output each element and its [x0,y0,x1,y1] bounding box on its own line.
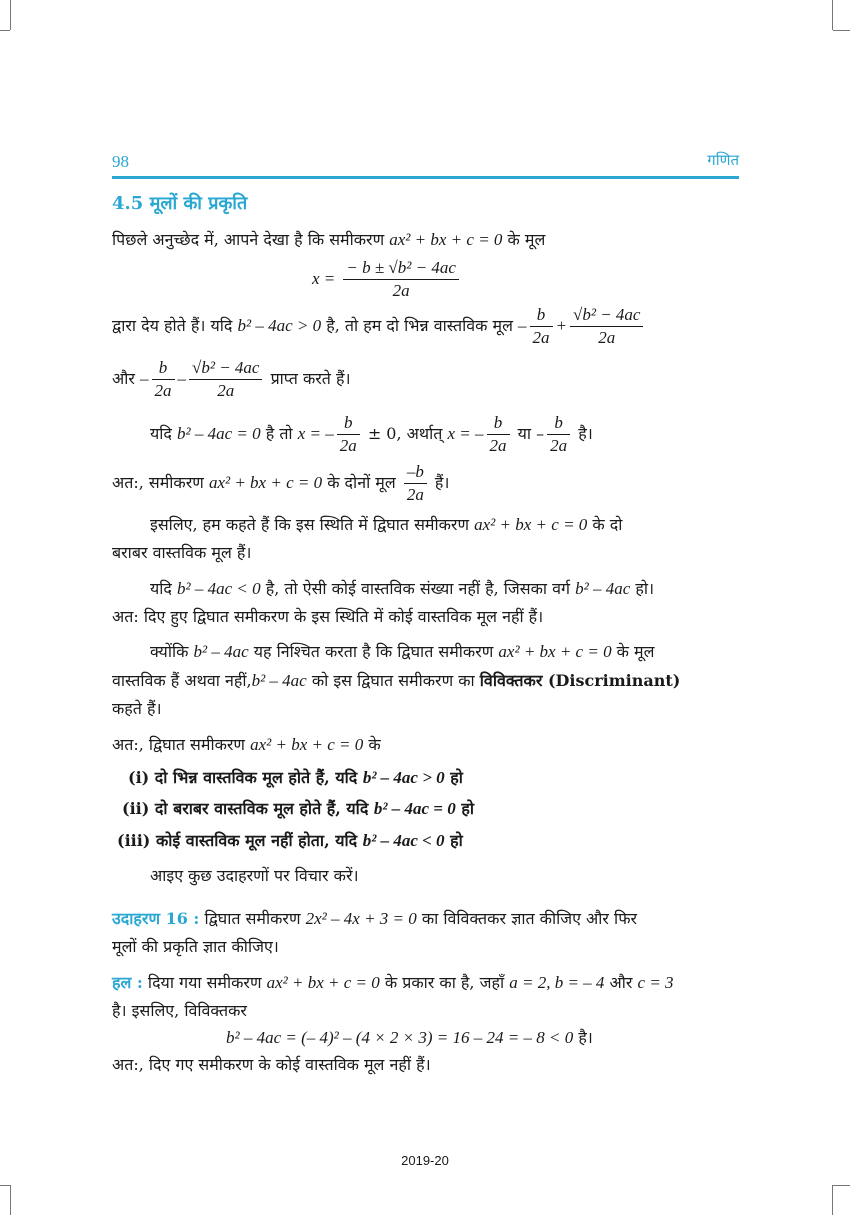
fraction [547,413,570,456]
section-heading: 4.5 मूलों की प्रकृति [112,193,248,214]
crop-mark-top-left-h [0,30,10,31]
fraction [189,358,262,401]
paragraph-second-root: और – $\frac{b}{2a}$ – $\frac{\text{√b² − 4ac}}{2a}$ प्राप्त करते हैं। [112,358,351,400]
paragraph-equal-roots [150,413,593,456]
paragraph-therefore-line2: बराबर वास्तविक मूल हैं। [112,543,252,562]
text: है, तो हम दो भिन्न वास्तविक मूल [326,316,513,335]
text: यदि [150,579,172,598]
math: x = – [297,424,334,443]
numerator: b [337,413,360,435]
text: अत:, द्विघात समीकरण [112,735,245,754]
expression: b² – 4ac [251,671,307,690]
case-item [128,766,463,788]
condition: b² – 4ac < 0 [177,579,261,598]
values: a = 2, b = – 4 [509,973,605,992]
root-fraction-1 [530,305,553,348]
fraction [487,413,510,456]
text: द्विघात समीकरण [204,909,301,928]
solution-conclusion: अत:, दिए गए समीकरण के कोई वास्तविक मूल नहीं हैं। [112,1055,431,1074]
text: दिया गया समीकरण [147,973,262,992]
text: हैं। [434,473,450,492]
text: को इस द्विघात समीकरण का [311,671,475,690]
numerator: √b² − 4ac [189,358,262,380]
example-label: उदाहरण 16 : [112,909,200,928]
intro-text-end: के मूल [507,230,546,249]
paragraph-distinct-roots: द्वारा देय होते हैं। यदि b² – 4ac > 0 है, तो हम दो भिन्न वास्तविक मूल – $\frac{b}{2a}$ + $\frac{\text{√b² − 4ac}}{2a}$ [112,305,646,348]
subject-title: गणित [707,151,739,169]
equation: ax² + bx + c = 0 [498,642,612,661]
case-item [117,829,463,851]
text: है। [578,424,593,443]
text: क्योंकि [150,642,189,661]
case-item [122,797,474,819]
case-label: (i) [128,768,150,787]
crop-mark-top-left [10,0,11,30]
equation: ax² + bx + c = 0 [474,515,588,534]
solution-line2: है। इसलिए, विविक्तकर [112,1001,247,1020]
solution-calculation [226,1026,593,1048]
example-line2: मूलों की प्रकृति ज्ञात कीजिए। [112,937,279,956]
header-rule [112,176,739,179]
paragraph-no-roots-line2: अत: दिए हुए द्विघात समीकरण के इस स्थिति में कोई वास्तविक मूल नहीं हैं। [112,607,544,626]
intro-text: पिछले अनुच्छेद में, आपने देखा है कि समीकरण [112,230,385,249]
denominator: 2a [598,328,616,347]
paragraph-both-roots [112,462,449,505]
numerator: √b² − 4ac [570,305,643,327]
text: ± 0, अर्थात् [367,424,443,443]
expression: b² – 4ac [575,579,631,598]
text: है तो [265,424,293,443]
equation: ax² + bx + c = 0 [266,973,380,992]
example-equation: 2x² – 4x + 3 = 0 [305,909,417,928]
formula-denominator: 2a [392,281,410,300]
fraction [404,462,427,505]
text: वास्तविक हैं अथवा नहीं, [112,671,252,690]
crop-mark-bottom-left [10,1185,11,1215]
denominator: 2a [406,485,424,504]
denominator: 2a [339,436,357,455]
case-label: (iii) [117,831,151,850]
paragraph-summary [112,733,381,755]
text: के [368,735,381,754]
numerator: b [530,305,553,327]
condition: b² – 4ac = 0 [177,424,261,443]
numerator: b [547,413,570,435]
denominator: 2a [217,381,235,400]
case-end: हो [461,799,474,818]
numerator: –b [404,462,427,484]
text: के मूल [616,642,655,661]
text: या – [517,424,545,443]
text: हो। [635,579,655,598]
paragraph-discriminant-line1 [150,640,654,662]
paragraph-discriminant-line2 [112,669,680,691]
text: यदि [150,424,172,443]
values: c = 3 [637,973,674,992]
calculation: b² – 4ac = (– 4)² – (4 × 2 × 3) = 16 – 24 = – 8 < 0 [226,1028,574,1047]
equation: ax² + bx + c = 0 [250,735,364,754]
case-condition: b² – 4ac > 0 [362,768,445,787]
math: x = – [447,424,484,443]
crop-mark-top-right-h [833,30,850,31]
root-fraction-2 [570,305,643,348]
numerator: b [152,358,175,380]
paragraph-discriminant-line3: कहते हैं। [112,699,162,718]
text: के दो [592,515,623,534]
case-condition: b² – 4ac < 0 [362,831,445,850]
crop-mark-top-right [832,0,833,30]
paragraph-no-roots-line1 [150,577,654,599]
denominator: 2a [550,436,568,455]
denominator: 2a [532,328,550,347]
crop-mark-bottom-left-h [0,1185,10,1186]
text: है, तो ऐसी कोई वास्तविक संख्या नहीं है, जिसका वर्ग [265,579,571,598]
formula-lhs: x = [312,269,336,288]
text: अत:, समीकरण [112,473,204,492]
formula-numerator: − b ± √b² − 4ac [343,258,459,280]
fraction [152,358,175,401]
condition: b² – 4ac > 0 [237,316,322,335]
example-line1 [112,907,637,929]
quadratic-formula [312,258,462,301]
case-text: दो भिन्न वास्तविक मूल होते हैं, यदि [154,768,358,787]
text: का विविक्तकर ज्ञात कीजिए और फिर [421,909,638,928]
text: के दोनों मूल [327,473,396,492]
text: और [609,973,633,992]
solution-label: हल : [112,973,143,992]
paragraph-intro [112,228,545,250]
crop-mark-bottom-right [832,1185,833,1215]
fraction [337,413,360,456]
numerator: b [487,413,510,435]
page-number: 98 [112,152,129,171]
equation: ax² + bx + c = 0 [208,473,323,492]
equation-general: ax² + bx + c = 0 [389,230,503,249]
text: के प्रकार का है, जहाँ [384,973,505,992]
case-label: (ii) [122,799,150,818]
crop-mark-bottom-right-h [833,1185,850,1186]
solution-line1 [112,971,674,993]
case-condition: b² – 4ac = 0 [373,799,456,818]
footer-year: 2019-20 [401,1153,449,1168]
denominator: 2a [489,436,507,455]
expression: b² – 4ac [193,642,249,661]
denominator: 2a [154,381,172,400]
case-text: दो बराबर वास्तविक मूल होते हैं, यदि [154,799,369,818]
text: द्वारा देय होते हैं। यदि [112,316,233,335]
paragraph-therefore-line1 [150,513,622,535]
text: यह निश्चित करता है कि द्विघात समीकरण [253,642,494,661]
case-end: हो [450,768,463,787]
formula-fraction [343,258,459,301]
case-text: कोई वास्तविक मूल नहीं होता, यदि [155,831,358,850]
text: इसलिए, हम कहते हैं कि इस स्थिति में द्विघात समीकरण [150,515,470,534]
text: और [112,369,135,388]
discriminant-term: विविक्तकर (Discriminant) [479,671,681,690]
text: है। [578,1028,593,1047]
paragraph-examples-intro: आइए कुछ उदाहरणों पर विचार करें। [150,866,359,885]
text: प्राप्त करते हैं। [270,369,351,388]
case-end: हो [450,831,463,850]
